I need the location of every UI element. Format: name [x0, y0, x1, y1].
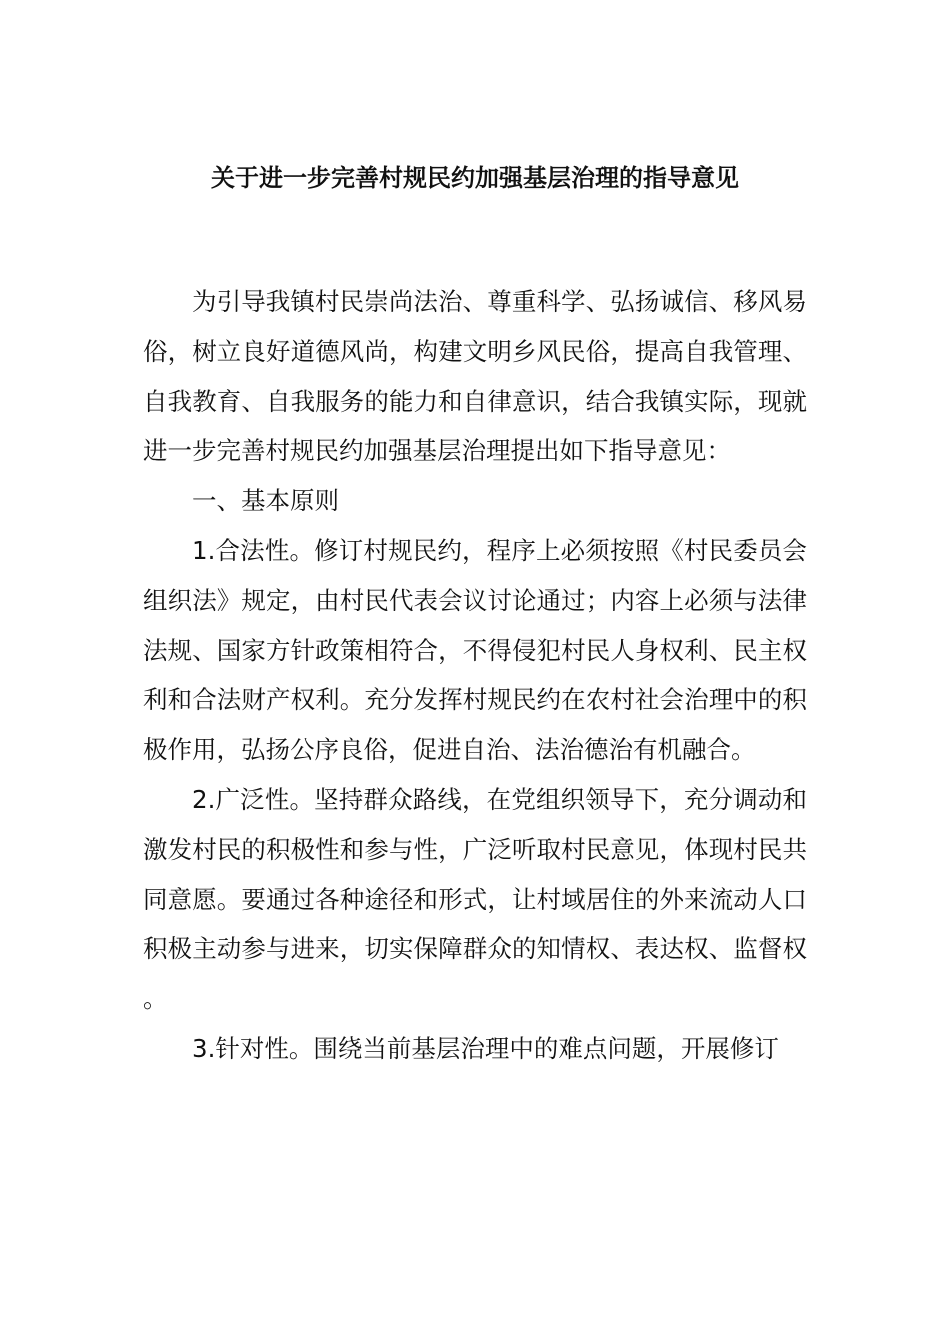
principle-targeting-paragraph: 3.针对性。围绕当前基层治理中的难点问题，开展修订 — [192, 1033, 779, 1063]
section-heading-basic-principles: 一、基本原则 — [192, 486, 339, 516]
principle-legality-paragraph: 1.合法性。修订村规民约，程序上必须按照《村民委员会组织法》规定，由村民代表会议讨论通过；内容上必须与法律法规、国家方针政策相符合，不得侵犯村民人身权利、民主权利和合法财产权利。充分发挥村规民约在农村社会治理中的积极作用，弘扬公序良俗，促进自治、法治德治有机融合。 — [143, 535, 807, 765]
principle-breadth-paragraph: 2.广泛性。坚持群众路线，在党组织领导下，充分调动和激发村民的积极性和参与性，广泛听取村民意见，体现村民共同意愿。要通过各种途径和形式，让村域居住的外来流动人口积极主动参与进来，切实保障群众的知情权、表达权、监督权。 — [143, 784, 807, 1014]
intro-paragraph: 为引导我镇村民崇尚法治、尊重科学、弘扬诚信、移风易俗，树立良好道德风尚，构建文明乡风民俗，提高自我管理、自我教育、自我服务的能力和自律意识，结合我镇实际，现就进一步完善村规民约加强基层治理提出如下指导意见： — [143, 287, 807, 466]
document-body — [143, 277, 807, 1074]
document-title: 关于进一步完善村规民约加强基层治理的指导意见 — [211, 164, 739, 192]
